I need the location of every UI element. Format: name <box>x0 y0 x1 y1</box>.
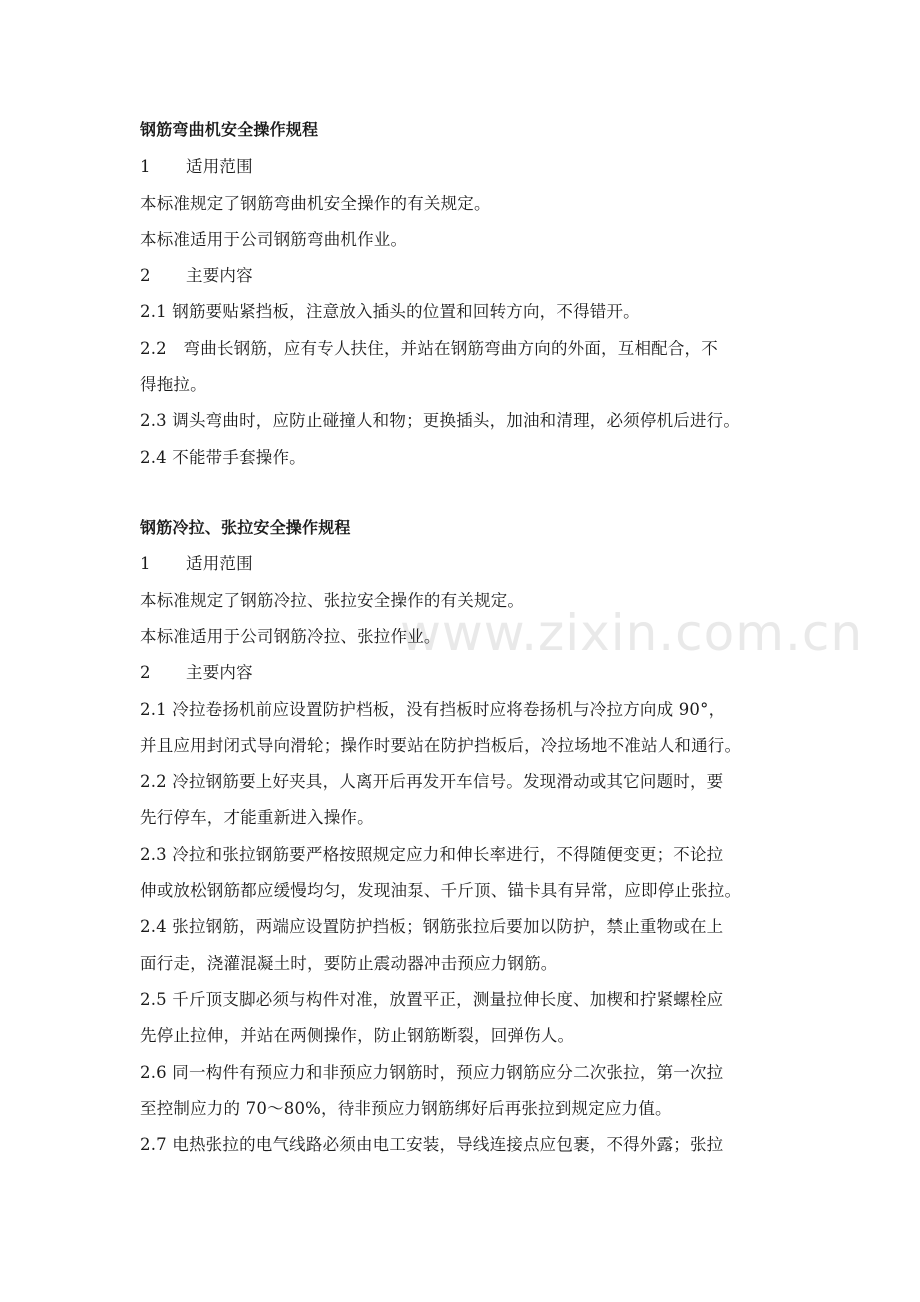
section2-scope-label: 适用范围 <box>186 554 253 573</box>
section1-scope-paragraph-2: 本标准适用于公司钢筋弯曲机作业。 <box>140 230 408 249</box>
section2-line: 2.7 电热张拉的电气线路必须由电工安装，导线连接点应包裹，不得外露；张拉 <box>140 1135 724 1154</box>
section1-line: 2.3 调头弯曲时，应防止碰撞人和物；更换插头，加油和清理，必须停机后进行。 <box>140 411 741 430</box>
section2-line: 2.4 张拉钢筋，两端应设置防护挡板；钢筋张拉后要加以防护，禁止重物或在上 <box>140 917 724 936</box>
section2-line: 先行停车，才能重新进入操作。 <box>140 808 374 827</box>
section2-line: 先停止拉伸，并站在两侧操作，防止钢筋断裂，回弹伤人。 <box>140 1026 575 1045</box>
section2-line: 2.1 冷拉卷扬机前应设置防护档板，没有挡板时应将卷扬机与冷拉方向成 90°， <box>140 700 726 719</box>
section2-main-label: 主要内容 <box>186 663 253 682</box>
section1-line: 2.1 钢筋要贴紧挡板，注意放入插头的位置和回转方向，不得错开。 <box>140 302 640 321</box>
section1-scope-paragraph-1: 本标准规定了钢筋弯曲机安全操作的有关规定。 <box>140 194 491 213</box>
section1-main-number: 2 <box>140 266 151 285</box>
section2-line: 伸或放松钢筋都应缓慢均匀，发现油泵、千斤顶、锚卡具有异常，应即停止张拉。 <box>140 881 742 900</box>
section2-scope-heading <box>140 553 253 575</box>
section2-scope-paragraph-2: 本标准适用于公司钢筋冷拉、张拉作业。 <box>140 627 441 646</box>
section1-main-heading <box>140 265 253 287</box>
section1-line: 2.2 弯曲长钢筋，应有专人扶住，并站在钢筋弯曲方向的外面，互相配合，不 <box>140 339 718 358</box>
section1-line: 得拖拉。 <box>140 375 207 394</box>
section1-title: 钢筋弯曲机安全操作规程 <box>140 120 319 139</box>
section1-main-label: 主要内容 <box>186 266 253 285</box>
section2-line: 2.3 冷拉和张拉钢筋要严格按照规定应力和伸长率进行，不得随便变更；不论拉 <box>140 845 724 864</box>
section2-line: 2.6 同一构件有预应力和非预应力钢筋时，预应力钢筋应分二次张拉，第一次拉 <box>140 1063 724 1082</box>
section2-title: 钢筋冷拉、张拉安全操作规程 <box>140 518 351 537</box>
section2-main-number: 2 <box>140 663 151 682</box>
section1-line: 2.4 不能带手套操作。 <box>140 448 306 467</box>
section1-scope-number: 1 <box>140 157 151 176</box>
section1-scope-label: 适用范围 <box>186 157 253 176</box>
watermark: www.zixin.com.cn <box>400 604 864 662</box>
section2-line: 并且应用封闭式导向滑轮；操作时要站在防护挡板后，冷拉场地不准站人和通行。 <box>140 736 742 755</box>
section2-scope-paragraph-1: 本标准规定了钢筋冷拉、张拉安全操作的有关规定。 <box>140 591 525 610</box>
section2-scope-number: 1 <box>140 554 151 573</box>
section2-line: 面行走，浇灌混凝土时，要防止震动器冲击预应力钢筋。 <box>140 954 558 973</box>
section2-main-heading <box>140 662 253 684</box>
section2-line: 2.2 冷拉钢筋要上好夹具，人离开后再发开车信号。发现滑动或其它问题时，要 <box>140 772 724 791</box>
section1-scope-heading <box>140 156 253 178</box>
section2-line: 至控制应力的 70～80%，待非预应力钢筋绑好后再张拉到规定应力值。 <box>140 1099 672 1118</box>
section2-line: 2.5 千斤顶支脚必须与构件对准，放置平正，测量拉伸长度、加楔和拧紧螺栓应 <box>140 990 724 1009</box>
